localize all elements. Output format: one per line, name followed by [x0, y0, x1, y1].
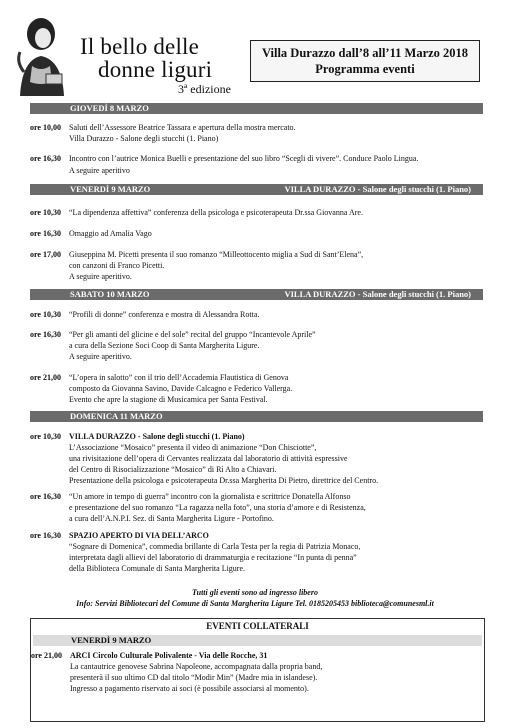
- event-time: ore 10,00: [30, 123, 61, 132]
- event-text: presenterà il suo ultimo CD dal titolo “Modir Min” (Madre mia in islandese).: [70, 673, 318, 682]
- day-label: GIOVEDÌ 8 MARZO: [70, 103, 149, 113]
- day-label: VENERDÌ 9 MARZO: [71, 635, 152, 645]
- event-time: ore 10,30: [30, 432, 61, 441]
- portrait-illustration: [10, 12, 72, 96]
- event-text: “L’opera in salotto” con il trio dell’Accademia Flautistica di Genova: [69, 373, 289, 382]
- event-time: ore 16,30: [30, 229, 61, 238]
- event-text: e presentazione del suo romanzo “La ragazza nella foto”, una storia d’amore e di Resistenza,: [69, 503, 366, 512]
- free-entry-note: Tutti gli eventi sono ad ingresso libero: [192, 588, 318, 597]
- collateral-events-box: [30, 618, 485, 722]
- event-venue: ARCI Circolo Culturale Polivalente - Via delle Rocche, 31: [70, 651, 268, 660]
- event-text: L’Associazione “Mosaico” presenta il video di animazione “Don Chisciotte”,: [69, 443, 317, 452]
- event-text: Presentazione della psicologa e psicoterapeuta Dr.ssa Margherita Di Pietro, direttrice del Centro.: [69, 476, 379, 485]
- event-time: ore 10,30: [30, 310, 61, 319]
- collateral-heading: EVENTI COLLATERALI: [31, 619, 484, 633]
- venue-label: VILLA DURAZZO - Salone degli stucchi (1. Piano): [284, 184, 471, 194]
- day-bar-collateral: [33, 635, 482, 646]
- event-text: a cura della Sezione Soci Coop di Santa Margherita Ligure.: [69, 341, 260, 350]
- event-text: “Un amore in tempo di guerra” incontro con la giornalista e scrittrice Donatella Alfonso: [69, 492, 351, 501]
- day-bar-sunday: [30, 411, 483, 422]
- event-text: Villa Durazzo - Salone degli stucchi (1. Piano): [69, 134, 219, 143]
- event-text: A seguire aperitivo.: [69, 352, 132, 361]
- event-text: interpretata dagli allievi del laboratorio di drammaturgia e recitazione “In punta di penna”: [69, 553, 357, 562]
- event-text: La cantautrice genovese Sabrina Napoleone, accompagnata dalla propria band,: [70, 662, 323, 671]
- event-text: “Sognare di Domenica”, commedia brillante di Carla Testa per la regia di Patrizia Monaco,: [69, 542, 361, 551]
- header-box-line2: Programma eventi: [315, 62, 415, 76]
- event-text: della Biblioteca Comunale di Santa Margherita Ligure.: [69, 564, 246, 573]
- event-time: ore 16,30: [30, 330, 61, 339]
- event-time: ore 16,30: [30, 531, 61, 540]
- event-text: Giuseppina M. Picetti presenta il suo romanzo “Milleottocento miglia a Sud di Sant’Elena”,: [69, 250, 364, 259]
- event-text: “La dipendenza affettiva” conferenza della psicologa e psicoterapeuta Dr.ssa Giovanna Are.: [69, 208, 363, 217]
- event-venue: SPAZIO APERTO DI VIA DELL’ARCO: [69, 531, 209, 540]
- day-label: DOMENICA 11 MARZO: [70, 411, 163, 421]
- header-box-line1: Villa Durazzo dall’8 all’11 Marzo 2018: [261, 46, 469, 60]
- event-text: a cura dell’A.N.P.I. Sez. di Santa Margherita Ligure - Portofino.: [69, 514, 274, 523]
- event-time: ore 21,00: [31, 651, 62, 660]
- event-text: con canzoni di Franco Picetti.: [69, 261, 165, 270]
- event-time: ore 16,30: [30, 154, 61, 163]
- event-text: del Centro di Risocializzazione “Mosaico” di Rì Alto a Chiavari.: [69, 465, 277, 474]
- event-text: A seguire aperitivo.: [69, 272, 132, 281]
- venue-label: VILLA DURAZZO - Salone degli stucchi (1. Piano): [284, 289, 471, 299]
- event-text: A seguire aperitivo: [69, 166, 130, 175]
- event-time: ore 21,00: [30, 373, 61, 382]
- event-text: composto da Giovanna Savino, Davide Calcagno e Federico Vallerga.: [69, 384, 293, 393]
- event-time: ore 17,00: [30, 250, 61, 259]
- event-text: Ingresso a pagamento riservato ai soci (è possibile associarsi al momento).: [70, 684, 309, 693]
- event-text: Evento che apre la stagione di Musicamica per Santa Festival.: [69, 395, 268, 404]
- day-label: VENERDÌ 9 MARZO: [70, 184, 151, 194]
- day-bar-saturday: [30, 289, 483, 300]
- event-text: Saluti dell’Assessore Beatrice Tassara e apertura della mostra mercato.: [69, 123, 296, 132]
- event-text: una rivisitazione dell’opera di Cervantes realizzata dal laboratorio di attività espressive: [69, 454, 348, 463]
- event-text: “Profili di donne” conferenza e mostra di Alessandra Rotta.: [69, 310, 260, 319]
- day-bar-thursday: [30, 103, 483, 114]
- event-title-line2: donne liguri: [98, 57, 213, 82]
- info-contact-line: Info: Servizi Bibliotecari del Comune di Santa Margherita Ligure Tel. 0185205453 biblioteca@comunesml.it: [76, 599, 434, 608]
- event-title-line1: Il bello delle: [80, 34, 200, 59]
- event-venue: VILLA DURAZZO - Salone degli stucchi (1. Piano): [69, 432, 245, 441]
- event-time: ore 10,30: [30, 208, 61, 217]
- event-text: Incontro con l’autrice Monica Buelli e presentazione del suo libro “Scegli di vivere”. Conduce Paolo Lingua.: [69, 154, 419, 163]
- event-text: Omaggio ad Amalia Vago: [69, 229, 152, 238]
- day-bar-friday: [30, 184, 483, 195]
- program-header-box: [250, 40, 480, 82]
- event-text: “Per gli amanti del glicine e del sole” recital del gruppo “Incantevole Aprile”: [69, 330, 316, 339]
- edition-label: 3ª edizione: [178, 82, 231, 96]
- day-label: SABATO 10 MARZO: [70, 289, 150, 299]
- event-time: ore 16,30: [30, 492, 61, 501]
